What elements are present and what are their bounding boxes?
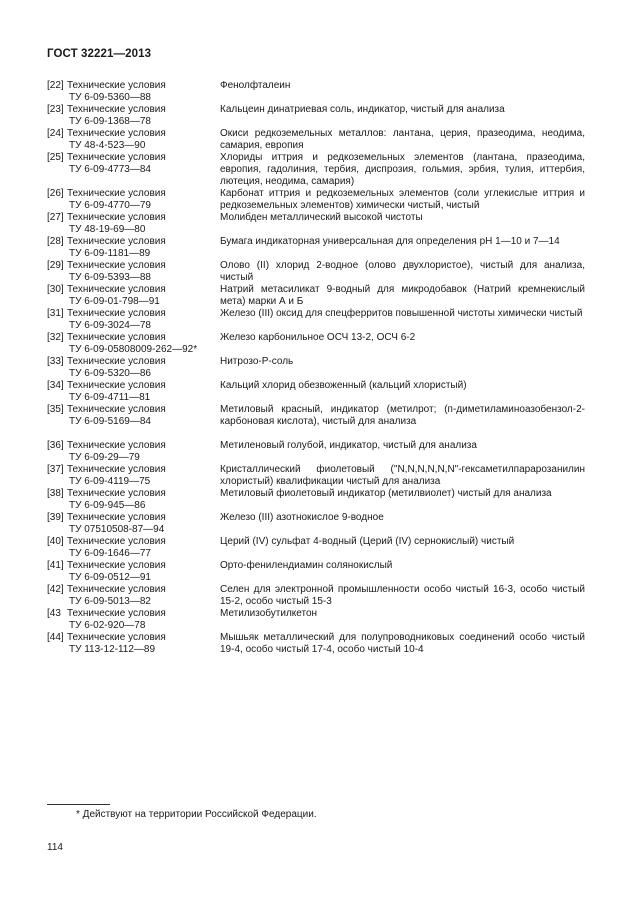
reference-title: Бумага индикаторная универсальная для определения pH 1—10 и 7—14 — [220, 236, 560, 247]
reference-condition: Технические условия — [67, 488, 166, 499]
reference-tu-code: ТУ 6-09-29—79 — [69, 452, 140, 464]
reference-source — [47, 104, 220, 128]
reference-entry — [47, 536, 585, 560]
reference-source — [47, 464, 220, 488]
reference-number: [24] — [47, 128, 64, 139]
reference-source — [47, 512, 220, 536]
reference-title: Фенолфталеин — [220, 80, 291, 91]
reference-condition: Технические условия — [67, 512, 166, 523]
reference-source — [47, 284, 220, 308]
reference-tu-code: ТУ 6-09-0512—91 — [69, 572, 151, 584]
reference-tu-code: ТУ 6-09-5013—82 — [69, 596, 151, 608]
reference-title: Окиси редкоземельных металлов: лантана, церия, празеодима, неодима, самария, европия — [220, 128, 585, 152]
reference-source — [47, 488, 220, 512]
reference-number: [38] — [47, 488, 64, 499]
reference-entry — [47, 380, 585, 404]
reference-source — [47, 212, 220, 236]
reference-tu-code: ТУ 07510508-87—94 — [69, 524, 165, 536]
footnote-divider — [47, 804, 110, 805]
reference-tu-code: ТУ 6-09-01-798—91 — [69, 296, 160, 308]
reference-entry — [47, 152, 585, 189]
reference-condition: Технические условия — [67, 536, 166, 547]
reference-tu-code: ТУ 48-19-69—80 — [69, 224, 146, 236]
reference-source — [47, 440, 220, 464]
reference-entry — [47, 560, 585, 584]
footnote: * Действуют на территории Российской Федерации. — [76, 809, 317, 820]
reference-entry — [47, 584, 585, 608]
reference-tu-code: ТУ 6-09-4773—84 — [69, 164, 151, 176]
reference-tu-code: ТУ 6-09-05808009-262—92* — [69, 344, 198, 356]
reference-source — [47, 560, 220, 584]
reference-title: Метиленовый голубой, индикатор, чистый для анализа — [220, 440, 477, 451]
reference-entry — [47, 464, 585, 488]
reference-tu-code: ТУ 6-09-1368—78 — [69, 116, 151, 128]
reference-number: [31] — [47, 308, 64, 319]
reference-source — [47, 536, 220, 560]
reference-entry — [47, 260, 585, 284]
reference-entry — [47, 284, 585, 308]
document-header: ГОСТ 32221—2013 — [47, 48, 152, 60]
reference-title: Метиловый фиолетовый индикатор (метилвиолет) чистый для анализа — [220, 488, 552, 499]
reference-entry — [47, 188, 585, 212]
reference-source — [47, 632, 220, 656]
reference-tu-code: ТУ 6-09-5169—84 — [69, 416, 151, 428]
reference-entry — [47, 608, 585, 632]
reference-number: [25] — [47, 152, 64, 163]
reference-entry — [47, 104, 585, 128]
reference-entry — [47, 332, 585, 356]
reference-title: Метилизобутилкетон — [220, 608, 318, 619]
reference-source — [47, 188, 220, 212]
reference-source — [47, 584, 220, 608]
reference-source — [47, 308, 220, 332]
reference-number: [26] — [47, 188, 64, 199]
reference-source — [47, 260, 220, 284]
reference-title: Карбонат иттрия и редкоземельных элементов (соли углекислые иттрия и редкоземельных элементов) химически чистый, чистый — [220, 188, 585, 212]
reference-tu-code: ТУ 6-09-945—86 — [69, 500, 146, 512]
reference-entry — [47, 632, 585, 656]
reference-title: Мышьяк металлический для полупроводниковых соединений особо чистый 19-4, особо чистый 17-4, особо чистый 10-4 — [220, 632, 585, 656]
reference-title: Орто-фенилендиамин солянокислый — [220, 560, 393, 571]
reference-entry — [47, 356, 585, 380]
reference-entry — [47, 440, 585, 464]
reference-condition: Технические условия — [67, 80, 166, 91]
reference-entry — [47, 80, 585, 104]
reference-number: [40] — [47, 536, 64, 547]
reference-number: [36] — [47, 440, 64, 451]
reference-condition: Технические условия — [67, 608, 166, 619]
reference-condition: Технические условия — [67, 440, 166, 451]
reference-title: Кальций хлорид обезвоженный (кальций хлористый) — [220, 380, 467, 391]
reference-number: [43 — [47, 608, 61, 619]
reference-condition: Технические условия — [67, 284, 166, 295]
reference-number: [37] — [47, 464, 64, 475]
reference-number: [41] — [47, 560, 64, 571]
reference-number: [29] — [47, 260, 64, 271]
reference-tu-code: ТУ 6-09-1646—77 — [69, 548, 151, 560]
reference-condition: Технические условия — [67, 380, 166, 391]
reference-condition: Технические условия — [67, 308, 166, 319]
reference-tu-code: ТУ 113-12-112—89 — [69, 644, 156, 656]
reference-entry — [47, 236, 585, 260]
reference-source — [47, 404, 220, 428]
reference-tu-code: ТУ 6-09-5360—88 — [69, 92, 151, 104]
reference-entry — [47, 488, 585, 512]
reference-tu-code: ТУ 6-09-4711—81 — [69, 392, 151, 404]
reference-condition: Технические условия — [67, 404, 166, 415]
reference-tu-code: ТУ 6-09-4119—75 — [69, 476, 151, 488]
reference-tu-code: ТУ 6-09-3024—78 — [69, 320, 151, 332]
reference-condition: Технические условия — [67, 356, 166, 367]
reference-number: [42] — [47, 584, 64, 595]
reference-source — [47, 380, 220, 404]
reference-title: Железо (III) азотнокислое 9-водное — [220, 512, 384, 523]
reference-tu-code: ТУ 6-09-5320—86 — [69, 368, 151, 380]
reference-title: Селен для электронной промышленности особо чистый 16-3, особо чистый 15-2, особо чистый 15-3 — [220, 584, 585, 608]
reference-source — [47, 332, 220, 356]
reference-condition: Технические условия — [67, 560, 166, 571]
reference-title: Нитрозо-Р-соль — [220, 356, 294, 367]
reference-title: Олово (II) хлорид 2-водное (олово двухлористое), чистый для анализа, чистый — [220, 260, 585, 284]
reference-condition: Технические условия — [67, 260, 166, 271]
reference-condition: Технические условия — [67, 464, 166, 475]
reference-number: [22] — [47, 80, 64, 91]
reference-number: [30] — [47, 284, 64, 295]
reference-number: [34] — [47, 380, 64, 391]
reference-title: Железо карбонильное ОСЧ 13-2, ОСЧ 6-2 — [220, 332, 416, 343]
reference-source — [47, 356, 220, 380]
reference-condition: Технические условия — [67, 188, 166, 199]
reference-condition: Технические условия — [67, 152, 166, 163]
reference-condition: Технические условия — [67, 632, 166, 643]
reference-title: Натрий метасиликат 9-водный для микродобавок (Натрий кремнекислый мета) марки А и Б — [220, 284, 585, 308]
reference-title: Молибден металлический высокой чистоты — [220, 212, 423, 223]
reference-condition: Технические условия — [67, 128, 166, 139]
reference-condition: Технические условия — [67, 104, 166, 115]
reference-number: [32] — [47, 332, 64, 343]
reference-condition: Технические условия — [67, 236, 166, 247]
reference-tu-code: ТУ 6-09-5393—88 — [69, 272, 151, 284]
reference-tu-code: ТУ 48-4-523—90 — [69, 140, 146, 152]
reference-source — [47, 80, 220, 104]
reference-tu-code: ТУ 6-09-4770—79 — [69, 200, 151, 212]
reference-entry — [47, 212, 585, 236]
reference-title: Железо (III) оксид для спецферритов повышенной чистоты химически чистый — [220, 308, 583, 319]
reference-source — [47, 236, 220, 260]
page-number: 114 — [47, 842, 63, 853]
reference-title: Хлориды иттрия и редкоземельных элементов (лантана, празеодима, европия, гадолиния, тербия, диспрозия, гольмия, эрбия, тулия, иттербия, лютеция, неодима, самария) — [220, 152, 585, 188]
reference-number: [39] — [47, 512, 64, 523]
reference-source — [47, 608, 220, 632]
reference-condition: Технические условия — [67, 212, 166, 223]
reference-number: [28] — [47, 236, 64, 247]
reference-entry — [47, 404, 585, 428]
reference-number: [27] — [47, 212, 64, 223]
reference-entry — [47, 128, 585, 152]
reference-number: [35] — [47, 404, 64, 415]
reference-tu-code: ТУ 6-02-920—78 — [69, 620, 146, 632]
reference-title: Кристаллический фиолетовый ("N,N,N,N,N,N"-гексаметилпарарозанилин хлористый) квалификации чистый для анализа — [220, 464, 585, 488]
reference-title: Метиловый красный, индикатор (метилрот; (п-диметиламиноазобензол-2-карбоновая кислота), чистый для анализа — [220, 404, 585, 428]
reference-entry — [47, 308, 585, 332]
reference-tu-code: ТУ 6-09-1181—89 — [69, 248, 151, 260]
reference-source — [47, 128, 220, 152]
reference-condition: Технические условия — [67, 584, 166, 595]
reference-condition: Технические условия — [67, 332, 166, 343]
reference-title: Церий (IV) сульфат 4-водный (Церий (IV) сернокислый) чистый — [220, 536, 515, 547]
reference-title: Кальцеин динатриевая соль, индикатор, чистый для анализа — [220, 104, 505, 115]
reference-number: [33] — [47, 356, 64, 367]
reference-number: [44] — [47, 632, 64, 643]
reference-number: [23] — [47, 104, 64, 115]
reference-entry — [47, 512, 585, 536]
reference-source — [47, 152, 220, 189]
